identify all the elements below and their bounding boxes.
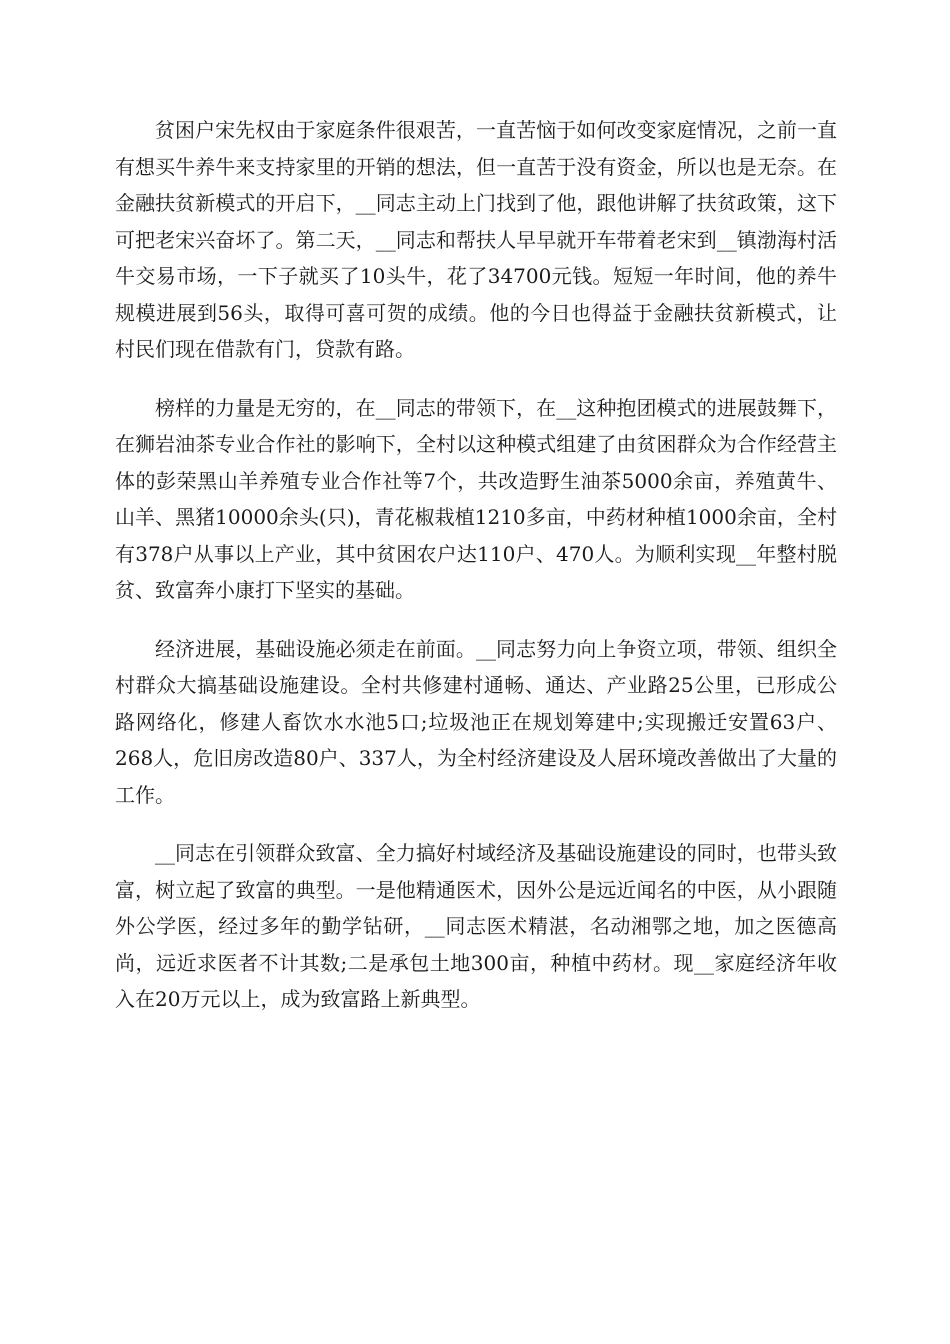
document-body — [115, 112, 837, 1040]
paragraph-3: 经济进展，基础设施必须走在前面。__同志努力向上争资立项，带领、组织全村群众大搞基础设施建设。全村共修建村通畅、通达、产业路25公里，已形成公路网络化，修建人畜饮水水池5口;垃圾池正在规划筹建中;实现搬迁安置63户、268人，危旧房改造80户、337人，为全村经济建设及人居环境改善做出了大量的工作。 — [115, 636, 837, 807]
paragraph-1: 贫困户宋先权由于家庭条件很艰苦，一直苦恼于如何改变家庭情况，之前一直有想买牛养牛来支持家里的开销的想法，但一直苦于没有资金，所以也是无奈。在金融扶贫新模式的开启下，__同志主动上门找到了他，跟他讲解了扶贫政策，这下可把老宋兴奋坏了。第二天，__同志和帮扶人早早就开车带着老宋到__镇渤海村活牛交易市场，一下子就买了10头牛，花了34700元钱。短短一年时间，他的养牛规模进展到56头，取得可喜可贺的成绩。他的今日也得益于金融扶贫新模式，让村民们现在借款有门，贷款有路。 — [115, 118, 837, 361]
paragraph-2: 榜样的力量是无穷的，在__同志的带领下，在__这种抱团模式的进展鼓舞下，在狮岩油茶专业合作社的影响下，全村以这种模式组建了由贫困群众为合作经营主体的彭荣黑山羊养殖专业合作社等7个，共改造野生油茶5000余亩，养殖黄牛、山羊、黑猪10000余头(只)，青花椒栽植1210多亩，中药材种植1000余亩，全村有378户从事以上产业，其中贫困农户达110户、470人。为顺利实现__年整村脱贫、致富奔小康打下坚实的基础。 — [115, 395, 837, 602]
paragraph-4: __同志在引领群众致富、全力搞好村域经济及基础设施建设的同时，也带头致富，树立起了致富的典型。一是他精通医术，因外公是远近闻名的中医，从小跟随外公学医，经过多年的勤学钻研，__同志医术精湛，名动湘鄂之地，加之医德高尚，远近求医者不计其数;二是承包土地300亩，种植中药材。现__家庭经济年收入在20万元以上，成为致富路上新典型。 — [115, 841, 837, 1011]
